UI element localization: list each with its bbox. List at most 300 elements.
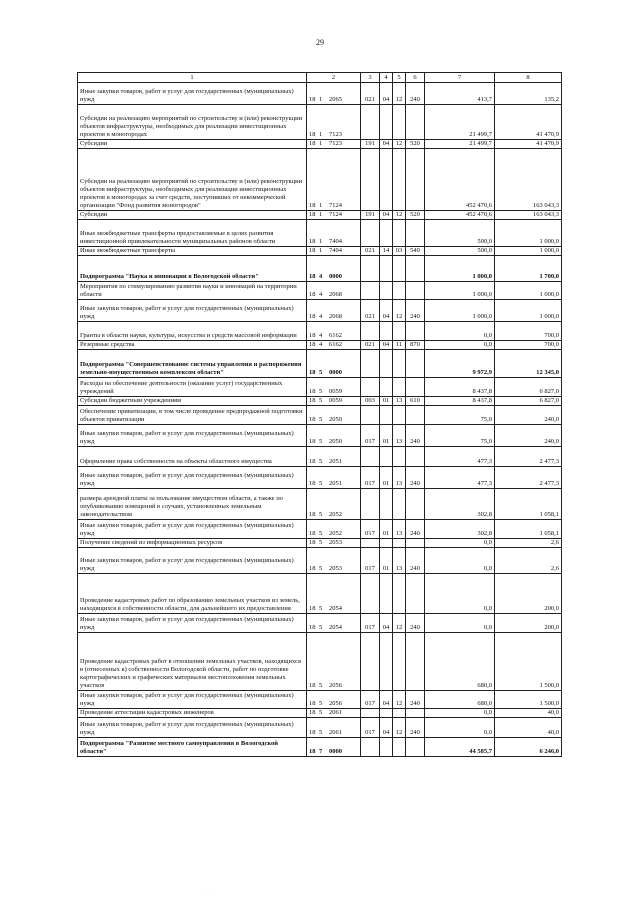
row-name: Субсидии бюджетным учреждениям — [78, 397, 307, 406]
row-col-5 — [393, 105, 406, 140]
code-direction: 2061 — [329, 709, 342, 716]
row-col-4 — [380, 738, 393, 757]
code-subprogram: 5 — [319, 565, 323, 572]
code-direction: 0059 — [329, 388, 342, 395]
row-col-5: 11 — [393, 341, 406, 350]
code-subprogram: 5 — [319, 397, 323, 404]
table-row — [78, 282, 562, 300]
code-direction: 2053 — [329, 539, 342, 546]
row-col-4: 04 — [380, 211, 393, 220]
page-number: 29 — [316, 38, 324, 47]
code-program: 18 — [309, 273, 316, 280]
row-target-code — [307, 614, 361, 633]
row-amount-8: 1 500,0 — [495, 633, 562, 691]
row-col-4 — [380, 350, 393, 378]
code-direction: 7123 — [329, 140, 342, 147]
header-cell: 3 — [361, 73, 380, 83]
row-amount-8: 700,0 — [495, 322, 562, 341]
row-name: Субсидии на реализацию мероприятий по строительству и (или) реконструкции объектов инфраструктуры, необходимых для реализации инвестиционных проектов в моногородах за счет средств, поступивших от некоммерческой организации "Фонд развития моногородов" — [78, 149, 307, 211]
row-target-code — [307, 691, 361, 709]
row-name: Подпрограмма "Наука и инновации в Вологодской области" — [78, 256, 307, 282]
row-col-3 — [361, 378, 380, 397]
row-col-6: 520 — [406, 211, 425, 220]
row-target-code — [307, 406, 361, 425]
header-row — [78, 73, 562, 83]
row-col-6 — [406, 322, 425, 341]
code-direction: 2051 — [329, 458, 342, 465]
row-name: Иные закупки товаров, работ и услуг для государственных (муниципальных) нужд — [78, 425, 307, 447]
row-col-3 — [361, 256, 380, 282]
code-program: 18 — [309, 291, 316, 298]
row-col-5: 12 — [393, 718, 406, 738]
code-program: 18 — [309, 709, 316, 716]
code-subprogram: 4 — [319, 341, 323, 348]
row-target-code — [307, 709, 361, 718]
row-amount-8: 6 246,0 — [495, 738, 562, 757]
header-cell: 4 — [380, 73, 393, 83]
row-col-3: 021 — [361, 247, 380, 256]
code-subprogram: 1 — [319, 247, 323, 254]
row-col-6: 240 — [406, 520, 425, 539]
code-direction: 0059 — [329, 397, 342, 404]
row-col-6 — [406, 709, 425, 718]
row-amount-8: 240,0 — [495, 406, 562, 425]
row-amount-8: 700,0 — [495, 341, 562, 350]
code-direction: 2051 — [329, 480, 342, 487]
row-amount-8: 41 470,9 — [495, 105, 562, 140]
row-col-4: 04 — [380, 691, 393, 709]
row-amount-7: 8 437,8 — [425, 397, 495, 406]
row-name: Мероприятия по стимулированию развития науки и инноваций на территории области — [78, 282, 307, 300]
table-row — [78, 709, 562, 718]
row-col-6: 520 — [406, 140, 425, 149]
code-subprogram: 5 — [319, 369, 323, 376]
row-amount-8: 1 058,1 — [495, 489, 562, 520]
row-amount-7: 302,8 — [425, 489, 495, 520]
row-amount-7: 0,0 — [425, 548, 495, 574]
code-direction: 7404 — [329, 247, 342, 254]
code-direction: 7404 — [329, 238, 342, 245]
row-amount-7: 1 000,0 — [425, 256, 495, 282]
row-col-3 — [361, 539, 380, 548]
row-col-3 — [361, 149, 380, 211]
header-cell: 8 — [495, 73, 562, 83]
header-cell: 7 — [425, 73, 495, 83]
row-amount-7: 0,0 — [425, 539, 495, 548]
code-direction: 0000 — [329, 748, 342, 755]
table-row — [78, 718, 562, 738]
row-target-code — [307, 574, 361, 614]
row-amount-8: 1 700,0 — [495, 256, 562, 282]
table-row — [78, 539, 562, 548]
row-name: Оформление права собственности на объекты областного имущества — [78, 447, 307, 467]
code-program: 18 — [309, 388, 316, 395]
row-col-6 — [406, 539, 425, 548]
row-amount-8: 1 000,0 — [495, 300, 562, 322]
row-amount-7: 21 499,7 — [425, 140, 495, 149]
row-amount-8: 1 058,1 — [495, 520, 562, 539]
row-name: Получение сведений из информационных ресурсов — [78, 539, 307, 548]
row-name: Иные закупки товаров, работ и услуг для государственных (муниципальных) нужд — [78, 691, 307, 709]
row-name: Гранты в области науки, культуры, искусства и средств массовой информации — [78, 322, 307, 341]
row-amount-7: 44 585,7 — [425, 738, 495, 757]
row-col-5 — [393, 447, 406, 467]
row-name: Проведение кадастровых работ в отношении земельных участков, находящихся в (отнесенных к) собственности Вологодской области, работ по подготовке картографических и графических материалов местоположения земельных участков — [78, 633, 307, 691]
row-col-4 — [380, 378, 393, 397]
row-col-4: 01 — [380, 397, 393, 406]
row-amount-7: 0,0 — [425, 709, 495, 718]
code-program: 18 — [309, 211, 316, 218]
code-program: 18 — [309, 700, 316, 707]
row-col-4 — [380, 256, 393, 282]
row-amount-8: 240,0 — [495, 425, 562, 447]
row-col-5: 13 — [393, 520, 406, 539]
row-name: Иные закупки товаров, работ и услуг для государственных (муниципальных) нужд — [78, 467, 307, 489]
row-target-code — [307, 718, 361, 738]
table-row — [78, 574, 562, 614]
row-name: Иные закупки товаров, работ и услуг для государственных (муниципальных) нужд — [78, 520, 307, 539]
row-amount-7: 75,0 — [425, 406, 495, 425]
row-col-3 — [361, 574, 380, 614]
row-col-3 — [361, 350, 380, 378]
code-subprogram: 5 — [319, 458, 323, 465]
row-amount-8: 40,0 — [495, 718, 562, 738]
table-row — [78, 447, 562, 467]
row-col-4 — [380, 709, 393, 718]
row-col-6 — [406, 256, 425, 282]
row-col-3 — [361, 105, 380, 140]
code-subprogram: 5 — [319, 729, 323, 736]
row-col-3 — [361, 220, 380, 247]
row-col-3: 021 — [361, 83, 380, 105]
row-col-6 — [406, 282, 425, 300]
code-direction: 2054 — [329, 624, 342, 631]
code-direction: 6162 — [329, 341, 342, 348]
row-amount-8: 163 043,3 — [495, 211, 562, 220]
row-amount-8: 1 000,0 — [495, 282, 562, 300]
code-direction: 2056 — [329, 700, 342, 707]
row-col-4: 04 — [380, 140, 393, 149]
code-direction: 2052 — [329, 530, 342, 537]
code-direction: 2053 — [329, 565, 342, 572]
code-subprogram: 4 — [319, 313, 323, 320]
row-col-3: 191 — [361, 140, 380, 149]
row-amount-8: 1 500,0 — [495, 691, 562, 709]
code-direction: 0000 — [329, 273, 342, 280]
row-col-4: 01 — [380, 548, 393, 574]
row-col-6: 240 — [406, 467, 425, 489]
row-amount-7: 75,0 — [425, 425, 495, 447]
code-direction: 0000 — [329, 369, 342, 376]
row-col-3 — [361, 406, 380, 425]
row-amount-8: 200,0 — [495, 614, 562, 633]
header-cell: 1 — [78, 73, 307, 83]
code-direction: 2052 — [329, 511, 342, 518]
code-direction: 2061 — [329, 729, 342, 736]
row-col-4 — [380, 105, 393, 140]
code-program: 18 — [309, 131, 316, 138]
row-col-5: 13 — [393, 467, 406, 489]
row-target-code — [307, 341, 361, 350]
row-amount-8: 200,0 — [495, 574, 562, 614]
row-col-3 — [361, 322, 380, 341]
row-target-code — [307, 350, 361, 378]
row-col-5: 12 — [393, 300, 406, 322]
row-col-4 — [380, 489, 393, 520]
row-col-3 — [361, 738, 380, 757]
row-amount-8: 1 000,0 — [495, 247, 562, 256]
row-col-6 — [406, 633, 425, 691]
table-row — [78, 211, 562, 220]
row-col-5: 13 — [393, 425, 406, 447]
code-program: 18 — [309, 682, 316, 689]
row-amount-7: 21 499,7 — [425, 105, 495, 140]
code-program: 18 — [309, 140, 316, 147]
row-col-6 — [406, 406, 425, 425]
code-program: 18 — [309, 202, 316, 209]
row-col-5 — [393, 378, 406, 397]
row-col-5: 13 — [393, 397, 406, 406]
row-col-3: 021 — [361, 300, 380, 322]
code-direction: 6162 — [329, 332, 342, 339]
row-col-5 — [393, 149, 406, 211]
row-col-4: 04 — [380, 300, 393, 322]
code-subprogram: 7 — [319, 748, 323, 755]
row-col-3: 017 — [361, 467, 380, 489]
row-col-6: 240 — [406, 548, 425, 574]
row-col-4 — [380, 282, 393, 300]
code-subprogram: 4 — [319, 332, 323, 339]
code-program: 18 — [309, 238, 316, 245]
row-col-3 — [361, 447, 380, 467]
code-program: 18 — [309, 624, 316, 631]
row-col-6: 610 — [406, 397, 425, 406]
table-row — [78, 548, 562, 574]
row-col-5 — [393, 350, 406, 378]
code-program: 18 — [309, 247, 316, 254]
row-col-3 — [361, 633, 380, 691]
row-col-6: 240 — [406, 300, 425, 322]
row-col-5 — [393, 282, 406, 300]
row-name: Иные межбюджетные трансферты — [78, 247, 307, 256]
table-row — [78, 614, 562, 633]
row-target-code — [307, 256, 361, 282]
row-amount-7: 302,8 — [425, 520, 495, 539]
code-program: 18 — [309, 438, 316, 445]
row-amount-7: 500,0 — [425, 247, 495, 256]
row-col-4: 04 — [380, 718, 393, 738]
row-col-5 — [393, 633, 406, 691]
table-row — [78, 300, 562, 322]
table-row — [78, 341, 562, 350]
row-name: Резервные средства — [78, 341, 307, 350]
code-program: 18 — [309, 96, 316, 103]
table-row — [78, 220, 562, 247]
row-target-code — [307, 397, 361, 406]
code-direction: 2050 — [329, 438, 342, 445]
row-col-3: 017 — [361, 425, 380, 447]
code-subprogram: 5 — [319, 700, 323, 707]
row-col-5: 12 — [393, 614, 406, 633]
table-row — [78, 140, 562, 149]
row-name: Иные межбюджетные трансферты предоставляемые в целях развития инвестиционной привлекательности муниципальных районов области — [78, 220, 307, 247]
table-row — [78, 406, 562, 425]
row-amount-7: 413,7 — [425, 83, 495, 105]
code-program: 18 — [309, 539, 316, 546]
subprogram-row — [78, 738, 562, 757]
code-program: 18 — [309, 313, 316, 320]
row-amount-8: 1 000,0 — [495, 220, 562, 247]
row-col-5: 12 — [393, 140, 406, 149]
code-program: 18 — [309, 397, 316, 404]
row-amount-7: 1 000,0 — [425, 282, 495, 300]
header-cell: 6 — [406, 73, 425, 83]
row-amount-7: 0,0 — [425, 341, 495, 350]
row-col-4 — [380, 406, 393, 425]
row-name: Субсидии — [78, 211, 307, 220]
table-row — [78, 425, 562, 447]
row-col-4 — [380, 633, 393, 691]
row-amount-7: 0,0 — [425, 322, 495, 341]
row-col-5 — [393, 738, 406, 757]
row-amount-7: 0,0 — [425, 614, 495, 633]
scan-mark: · — [207, 887, 209, 893]
row-col-5: 12 — [393, 691, 406, 709]
row-name: Иные закупки товаров, работ и услуг для государственных (муниципальных) нужд — [78, 614, 307, 633]
row-amount-8: 40,0 — [495, 709, 562, 718]
row-target-code — [307, 548, 361, 574]
table-row — [78, 83, 562, 105]
row-amount-7: 477,3 — [425, 447, 495, 467]
code-direction: 2065 — [329, 96, 342, 103]
table-row — [78, 633, 562, 691]
row-target-code — [307, 425, 361, 447]
row-name: Субсидии — [78, 140, 307, 149]
row-col-6: 240 — [406, 614, 425, 633]
code-subprogram: 5 — [319, 511, 323, 518]
code-subprogram: 4 — [319, 291, 323, 298]
subprogram-row — [78, 350, 562, 378]
row-col-3: 017 — [361, 520, 380, 539]
code-direction: 7124 — [329, 202, 342, 209]
code-program: 18 — [309, 565, 316, 572]
table-body — [78, 83, 562, 757]
row-target-code — [307, 738, 361, 757]
row-target-code — [307, 322, 361, 341]
row-col-3: 191 — [361, 211, 380, 220]
table-row — [78, 691, 562, 709]
row-col-6: 540 — [406, 247, 425, 256]
table-row — [78, 247, 562, 256]
code-subprogram: 1 — [319, 96, 323, 103]
row-amount-8: 135,2 — [495, 83, 562, 105]
row-col-5: 03 — [393, 247, 406, 256]
row-amount-8: 2 477,3 — [495, 447, 562, 467]
table-row — [78, 149, 562, 211]
row-target-code — [307, 378, 361, 397]
code-subprogram: 1 — [319, 211, 323, 218]
row-col-6 — [406, 447, 425, 467]
row-col-4 — [380, 149, 393, 211]
row-amount-8: 2 477,3 — [495, 467, 562, 489]
code-direction: 2068 — [329, 291, 342, 298]
row-col-6: 870 — [406, 341, 425, 350]
row-target-code — [307, 633, 361, 691]
row-amount-7: 680,0 — [425, 691, 495, 709]
row-target-code — [307, 520, 361, 539]
row-target-code — [307, 467, 361, 489]
row-col-4 — [380, 447, 393, 467]
code-program: 18 — [309, 341, 316, 348]
code-program: 18 — [309, 511, 316, 518]
row-name: Подпрограмма "Развитие местного самоуправления в Вологодской области" — [78, 738, 307, 757]
table-row — [78, 378, 562, 397]
row-col-3: 017 — [361, 718, 380, 738]
row-col-5 — [393, 256, 406, 282]
row-col-5: 12 — [393, 83, 406, 105]
code-direction: 2050 — [329, 416, 342, 423]
row-target-code — [307, 539, 361, 548]
row-col-3: 017 — [361, 614, 380, 633]
row-col-4: 04 — [380, 614, 393, 633]
row-col-5 — [393, 322, 406, 341]
row-amount-7: 680,0 — [425, 633, 495, 691]
row-col-5: 12 — [393, 211, 406, 220]
row-col-5 — [393, 406, 406, 425]
row-col-3 — [361, 709, 380, 718]
row-target-code — [307, 300, 361, 322]
row-name: Иные закупки товаров, работ и услуг для государственных (муниципальных) нужд — [78, 548, 307, 574]
row-col-6 — [406, 220, 425, 247]
row-amount-7: 0,0 — [425, 574, 495, 614]
row-target-code — [307, 220, 361, 247]
row-amount-8: 163 043,3 — [495, 149, 562, 211]
table-row — [78, 397, 562, 406]
row-name: Проведение кадастровых работ по образованию земельных участков из земель, находящихся в собственности области, для дальнейшего их предоставления — [78, 574, 307, 614]
row-amount-7: 0,0 — [425, 718, 495, 738]
row-col-6: 240 — [406, 718, 425, 738]
row-amount-7: 8 437,8 — [425, 378, 495, 397]
table-row — [78, 520, 562, 539]
code-subprogram: 5 — [319, 605, 323, 612]
code-subprogram: 5 — [319, 539, 323, 546]
row-col-6 — [406, 149, 425, 211]
row-target-code — [307, 447, 361, 467]
row-col-4 — [380, 220, 393, 247]
row-name: Обеспечение приватизации, в том числе проведение предпродажной подготовки объектов приватизации — [78, 406, 307, 425]
table-row — [78, 322, 562, 341]
code-subprogram: 1 — [319, 140, 323, 147]
code-program: 18 — [309, 530, 316, 537]
row-target-code — [307, 282, 361, 300]
code-program: 18 — [309, 480, 316, 487]
row-amount-8: 41 470,9 — [495, 140, 562, 149]
header-cell: 2 — [307, 73, 361, 83]
code-program: 18 — [309, 458, 316, 465]
code-direction: 7123 — [329, 131, 342, 138]
row-col-4: 01 — [380, 467, 393, 489]
code-program: 18 — [309, 416, 316, 423]
row-name: Подпрограмма "Совершенствование системы управления и распоряжения земельно-имущественным комплексом области" — [78, 350, 307, 378]
row-col-5 — [393, 709, 406, 718]
row-name: Субсидии на реализацию мероприятий по строительству и (или) реконструкции объектов инфраструктуры, необходимых для реализации инвестиционных проектов в моногородах — [78, 105, 307, 140]
row-col-6 — [406, 378, 425, 397]
code-direction: 7124 — [329, 211, 342, 218]
row-col-4: 01 — [380, 520, 393, 539]
code-subprogram: 5 — [319, 530, 323, 537]
row-col-6 — [406, 574, 425, 614]
code-subprogram: 5 — [319, 438, 323, 445]
